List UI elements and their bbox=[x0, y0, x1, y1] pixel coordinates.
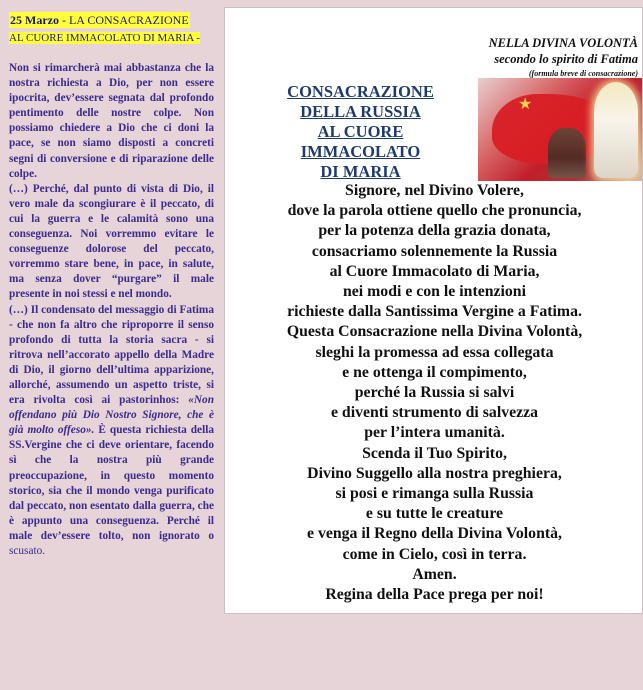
virgin-mary-figure bbox=[594, 82, 638, 178]
article-column bbox=[9, 12, 214, 559]
article-title-text: - LA CONSACRAZIONE bbox=[58, 13, 189, 27]
prayer-line: Divino Suggello alla nostra preghiera, bbox=[307, 464, 562, 482]
prayer-line: per la potenza della grazia donata, bbox=[318, 222, 551, 240]
prayer-line: al Cuore Immacolato di Maria, bbox=[329, 262, 540, 280]
star-icon: ★ bbox=[518, 96, 533, 113]
title-line: CONSACRAZIONE bbox=[287, 82, 434, 101]
consecration-title bbox=[258, 82, 463, 182]
prayer-line: dove la parola ottiene quello che pronuncia, bbox=[287, 202, 582, 220]
prayer-line: richieste dalla Santissima Vergine a Fatima. bbox=[287, 303, 582, 321]
prayer-line: e diventi strumento di salvezza bbox=[330, 404, 539, 422]
article-title bbox=[9, 12, 190, 28]
paragraph-3-continued: È questa richiesta della SS.Vergine che ci deve orientare, facendo sì che la nostra più grande preoccupazione, in questo momento storico, sia che il mondo venga purificato dal peccato, non esentato dalla guerra, che è appunto una conseguenza. Perché il male dev’essere tolto, non ignorato o bbox=[9, 424, 214, 542]
article-date: 25 Marzo bbox=[10, 13, 59, 27]
prayer-line: perché la Russia si salvi bbox=[354, 384, 515, 402]
card-header-line-2: secondo lo spirito di Fatima bbox=[494, 52, 638, 66]
consecration-card bbox=[224, 7, 643, 614]
paragraph-2: (…) Perché, dal punto di vista di Dio, il vero male da scongiurare è il peccato, di cui la guerra e le calamità sono una conseguenza. Noi vorremmo evitare le conseguenze dolorose del peccato, vorremmo stare bene, in pace, in salute, ma senza dover “purgare” il male presente in noi stessi e nel mondo. bbox=[9, 182, 214, 301]
card-header-line-1: NELLA DIVINA VOLONTÀ bbox=[488, 36, 638, 50]
prayer-line: Questa Consacrazione nella Divina Volontà, bbox=[286, 323, 583, 341]
prayer-line: Signore, nel Divino Volere, bbox=[345, 182, 524, 199]
paragraph-3-text: (…) Il condensato del messaggio di Fatima - che non fa altro che riproporre il senso profondo di tutta la storia sacra - si ritrova nell’accorato appello della Madre di Dio, il giorno dell’ultima apparizione, allorché, assumendo un aspetto triste, si era rivolta così ai pastorinhos: bbox=[9, 303, 214, 407]
prayer-line: Amen. bbox=[412, 565, 457, 583]
consecration-prayer bbox=[225, 181, 643, 605]
title-line: AL CUORE IMMACOLATO bbox=[300, 122, 421, 161]
article-subtitle: AL CUORE IMMACOLATO DI MARIA - bbox=[9, 32, 200, 44]
prayer-line: nei modi e con le intenzioni bbox=[343, 283, 526, 301]
title-line: DELLA RUSSIA bbox=[300, 102, 421, 121]
article-body bbox=[9, 61, 214, 559]
prayer-line: Regina della Pace prega per noi! bbox=[325, 586, 544, 604]
shepherd-children-figure bbox=[548, 128, 586, 178]
prayer-line: sleghi la promessa ad essa collegata bbox=[315, 343, 554, 361]
paragraph-1: Non si rimarcherà mai abbastanza che la nostra richiesta a Dio, per non essere ipocrita, dev’essere segnata dal profondo pentimento delle nostre colpe. Non possiamo chiedere a Dio che ci doni la pace, se non siamo disposti a concreti segni di conversione e di riparazione delle colpe. bbox=[9, 62, 214, 180]
prayer-line: e su tutte le creature bbox=[365, 505, 504, 523]
title-line: DI MARIA bbox=[320, 162, 401, 181]
prayer-line: Scenda il Tuo Spirito, bbox=[362, 444, 507, 462]
prayer-line: e venga il Regno della Divina Volontà, bbox=[307, 525, 562, 543]
paragraph-3 bbox=[9, 303, 214, 560]
prayer-line: si posi e rimanga sulla Russia bbox=[335, 485, 534, 503]
article-heading bbox=[9, 12, 214, 47]
prayer-line: consacriamo solennemente la Russia bbox=[311, 242, 558, 260]
card-header-line-3: (formula breve di consacrazione) bbox=[528, 69, 638, 78]
prayer-line: per l’intera umanità. bbox=[364, 424, 505, 442]
fatima-russia-image bbox=[478, 78, 643, 181]
prayer-line: come in Cielo, così in terra. bbox=[342, 545, 527, 563]
paragraph-3-end: scusato. bbox=[9, 545, 46, 557]
prayer-line: e ne ottenga il compimento, bbox=[342, 363, 527, 381]
fatima-quote: «Non offendano più Dio Nostro Signore, che è già molto offeso». bbox=[9, 394, 214, 437]
